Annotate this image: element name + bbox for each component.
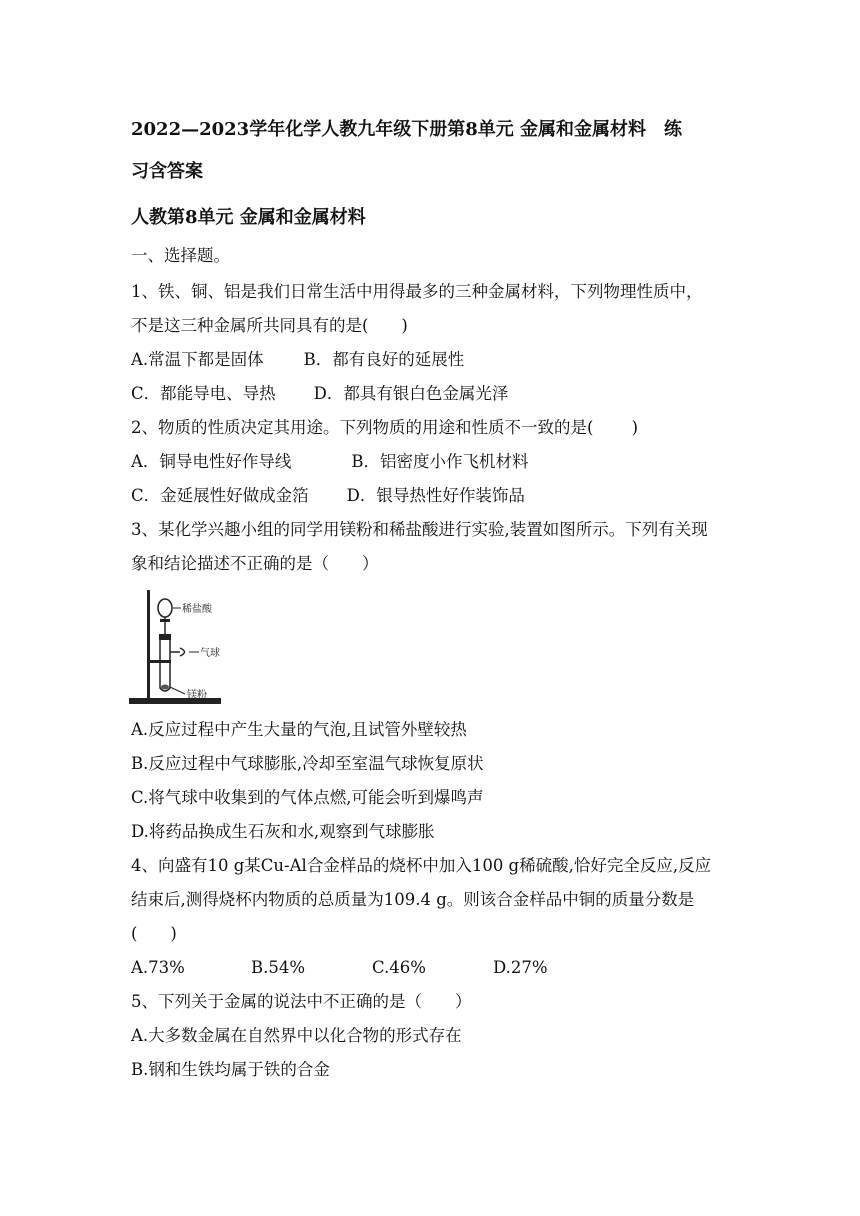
q2-stem: 2、物质的性质决定其用途。下列物质的用途和性质不一致的是( ) <box>131 418 639 437</box>
q1-options-row-2 <box>131 384 508 404</box>
q4-stem-line-2: 结束后,测得烧杯内物质的总质量为109.4 g。则该合金样品中铜的质量分数是 <box>131 890 695 909</box>
document-title-line-2: 习含答案 <box>131 161 203 182</box>
document-title-line-1: 2022—2023学年化学人教九年级下册第8单元 金属和金属材料 练 <box>131 119 682 140</box>
q1-option-b[interactable]: B．都有良好的延展性 <box>303 350 465 369</box>
q3-option-b[interactable]: B.反应过程中气球膨胀,冷却至室温气球恢复原状 <box>131 754 484 773</box>
q4-stem-line-1: 4、向盛有10 g某Cu-Al合金样品的烧杯中加入100 g稀硫酸,恰好完全反应,反应 <box>131 856 712 875</box>
q3-stem-line-2: 象和结论描述不正确的是（ ） <box>131 554 379 573</box>
q4-option-c[interactable]: C.46% <box>372 958 426 977</box>
experiment-apparatus-figure <box>127 588 237 710</box>
q4-stem-line-3: ( ) <box>131 924 177 943</box>
q4-options-row <box>131 958 548 978</box>
q1-option-c[interactable]: C．都能导电、导热 <box>131 384 276 403</box>
magnesium-powder <box>161 685 169 690</box>
stopper <box>159 634 171 640</box>
q3-option-c[interactable]: C.将气球中收集到的气体点燃,可能会听到爆鸣声 <box>131 788 484 807</box>
stand-base <box>129 698 221 704</box>
q3-stem-line-1: 3、某化学兴趣小组的同学用镁粉和稀盐酸进行实验,装置如图所示。下列有关现 <box>131 520 708 539</box>
q1-stem-line-1: 1、铁、铜、铝是我们日常生活中用得最多的三种金属材料，下列物理性质中， <box>131 282 703 301</box>
section-heading: 一、选择题。 <box>131 246 230 265</box>
q1-stem-line-2: 不是这三种金属所共同具有的是( ) <box>131 316 408 335</box>
separatory-funnel <box>158 599 172 617</box>
q5-stem: 5、下列关于金属的说法中不正确的是（ ） <box>131 992 472 1011</box>
balloon <box>180 648 185 656</box>
q2-options-row-1 <box>131 452 529 472</box>
unit-subtitle: 人教第8单元 金属和金属材料 <box>131 207 366 228</box>
q4-option-b[interactable]: B.54% <box>251 958 306 977</box>
q2-option-c[interactable]: C．金延展性好做成金箔 <box>131 486 309 505</box>
q2-option-d[interactable]: D．银导热性好作装饰品 <box>346 486 525 505</box>
q1-options-row-1 <box>131 350 464 370</box>
q2-option-b[interactable]: B．铝密度小作飞机材料 <box>351 452 529 471</box>
label-hydrochloric-acid: 稀盐酸 <box>182 604 212 615</box>
q3-option-a[interactable]: A.反应过程中产生大量的气泡,且试管外壁较热 <box>131 720 467 739</box>
q1-option-d[interactable]: D．都具有银白色金属光泽 <box>313 384 509 403</box>
q5-option-a[interactable]: A.大多数金属在自然界中以化合物的形式存在 <box>131 1026 462 1045</box>
label-balloon: 气球 <box>200 648 220 659</box>
q3-option-d[interactable]: D.将药品换成生石灰和水,观察到气球膨胀 <box>131 822 435 841</box>
q5-option-b[interactable]: B.钢和生铁均属于铁的合金 <box>131 1060 330 1079</box>
q1-option-a[interactable]: A.常温下都是固体 <box>131 350 264 369</box>
label-magnesium-powder: 镁粉 <box>187 690 207 701</box>
q4-option-d[interactable]: D.27% <box>493 958 548 977</box>
test-tube <box>160 640 170 691</box>
q2-option-a[interactable]: A．铜导电性好作导线 <box>131 452 292 471</box>
stand-rod <box>147 590 150 698</box>
q2-options-row-2 <box>131 486 525 506</box>
q4-option-a[interactable]: A.73% <box>131 958 185 977</box>
